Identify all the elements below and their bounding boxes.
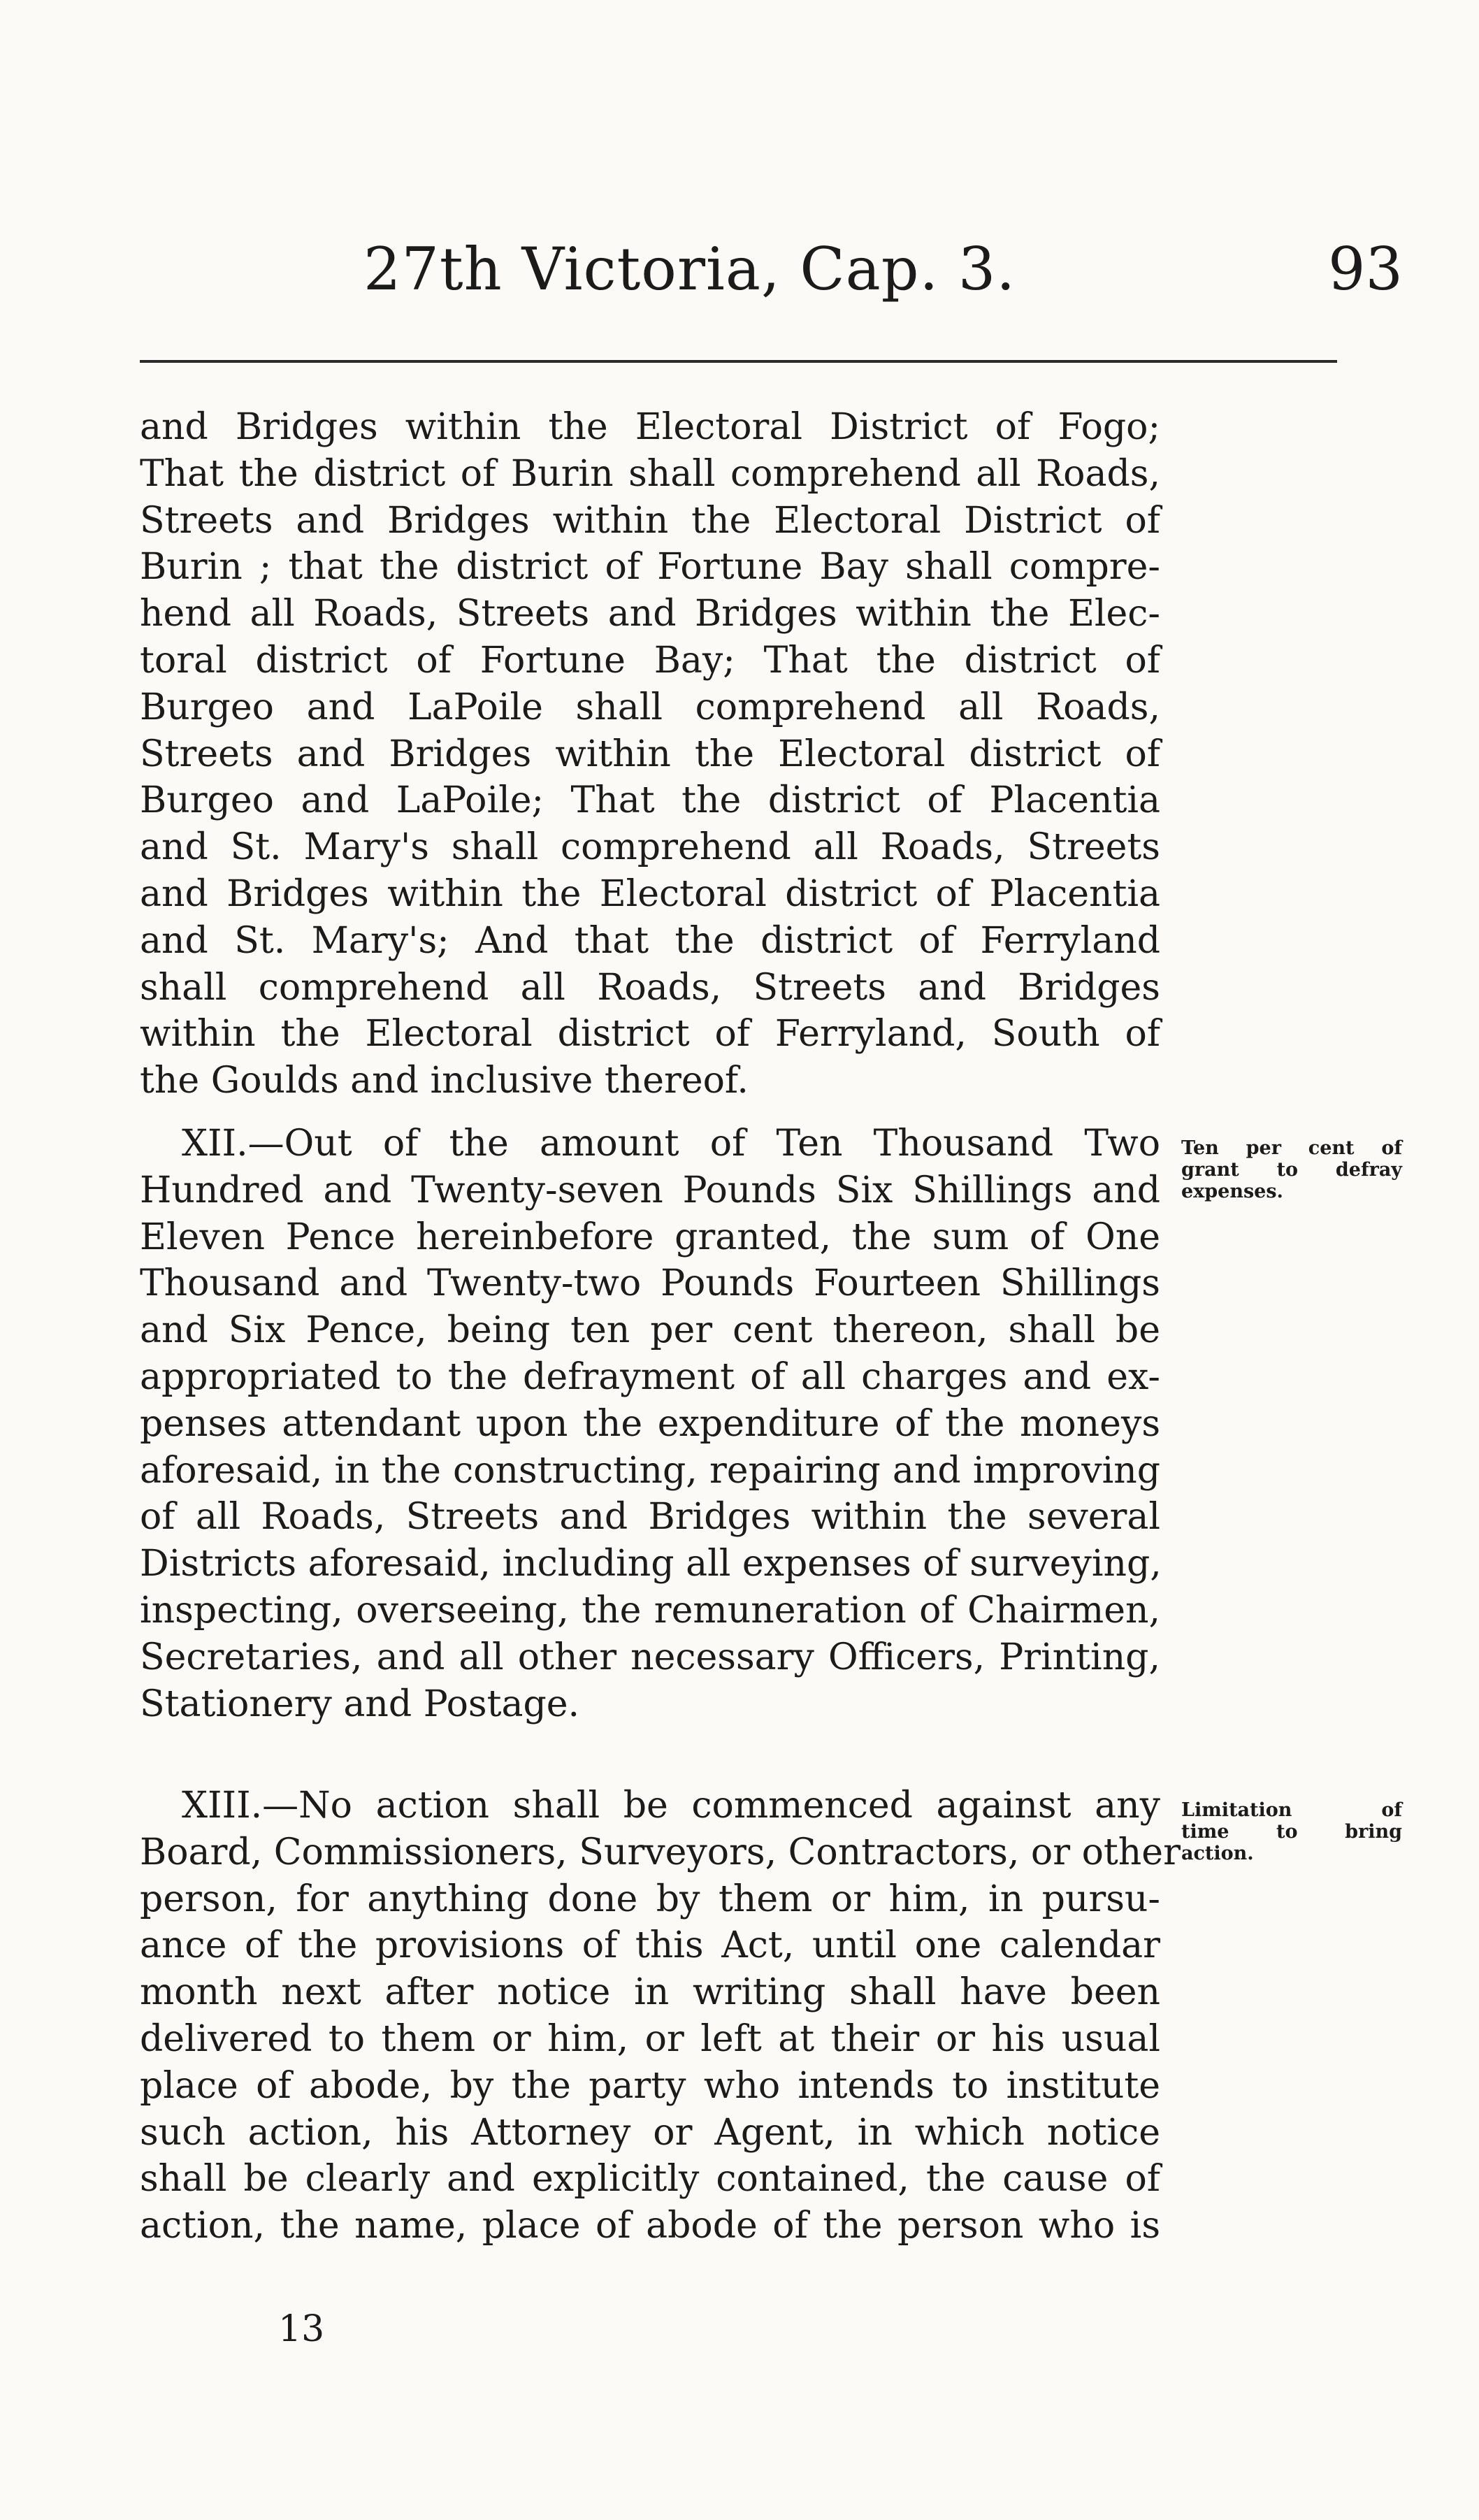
text-line: XIII.—No action shall be commenced against any bbox=[182, 1785, 1160, 1827]
text-line: ance of the provisions of this Act, until one calendar bbox=[140, 1924, 1160, 1967]
text-line: Board, Commissioners, Surveyors, Contractors, or other bbox=[140, 1831, 1181, 1873]
text-line: and Bridges within the Electoral district of Placentia bbox=[140, 872, 1160, 915]
paragraph-district-continuation bbox=[140, 404, 1160, 1104]
text-line: of all Roads, Streets and Bridges within the several bbox=[140, 1496, 1160, 1539]
text-line: Districts aforesaid, including all expenses of surveying, bbox=[140, 1543, 1162, 1585]
text-line: such action, his Attorney or Agent, in which notice bbox=[140, 2111, 1160, 2154]
text-line: and St. Mary's; And that the district of Ferryland bbox=[140, 919, 1160, 962]
text-line: inspecting, overseeing, the remuneration of Chairmen, bbox=[140, 1589, 1160, 1632]
text-line: and Six Pence, being ten per cent thereon, shall be bbox=[140, 1309, 1160, 1352]
text-line: delivered to them or him, or left at their or his usual bbox=[140, 2017, 1160, 2060]
text-line: aforesaid, in the constructing, repairing and improving bbox=[140, 1449, 1160, 1492]
text-line: the Goulds and inclusive thereof. bbox=[140, 1060, 749, 1102]
text-line: month next after notice in writing shall have been bbox=[140, 1971, 1160, 2014]
text-line: and Bridges within the Electoral District of Fogo; bbox=[140, 406, 1160, 448]
text-line: Burgeo and LaPoile; That the district of Placentia bbox=[140, 779, 1160, 822]
marginal-note-ten-per-cent bbox=[1181, 1137, 1402, 1202]
text-line: Eleven Pence hereinbefore granted, the sum of One bbox=[140, 1216, 1160, 1258]
text-line: Burin ; that the district of Fortune Bay shall compre- bbox=[140, 546, 1160, 589]
marginal-note-line: Ten per cent of bbox=[1181, 1137, 1402, 1159]
text-line: appropriated to the defrayment of all charges and ex- bbox=[140, 1355, 1160, 1398]
text-line: place of abode, by the party who intends to institute bbox=[140, 2064, 1160, 2107]
text-line: That the district of Burin shall comprehend all Roads, bbox=[140, 452, 1160, 495]
text-line: XII.—Out of the amount of Ten Thousand Two bbox=[182, 1123, 1160, 1165]
marginal-note-limitation bbox=[1181, 1799, 1402, 1864]
text-line: toral district of Fortune Bay; That the district of bbox=[140, 639, 1160, 682]
section-xiii bbox=[140, 1783, 1181, 2249]
text-line: Streets and Bridges within the Electoral District of bbox=[140, 499, 1160, 542]
marginal-note-line: time to bring bbox=[1181, 1821, 1402, 1843]
marginal-note-line: action. bbox=[1181, 1843, 1254, 1864]
page-number: 93 bbox=[1328, 235, 1403, 303]
section-xii bbox=[140, 1121, 1160, 1727]
text-line: and St. Mary's shall comprehend all Roads, Streets bbox=[140, 826, 1160, 869]
text-line: person, for anything done by them or him, in pursu- bbox=[140, 1878, 1160, 1920]
marginal-note-line: grant to defray bbox=[1181, 1159, 1402, 1181]
text-line: hend all Roads, Streets and Bridges within the Elec- bbox=[140, 593, 1160, 635]
text-line: Burgeo and LaPoile shall comprehend all Roads, bbox=[140, 686, 1160, 728]
text-line: action, the name, place of abode of the person who is bbox=[140, 2205, 1160, 2247]
marginal-note-line: Limitation of bbox=[1181, 1799, 1402, 1821]
text-line: Streets and Bridges within the Electoral district of bbox=[140, 733, 1160, 775]
running-title: 27th Victoria, Cap. 3. bbox=[363, 235, 1016, 303]
text-line: shall comprehend all Roads, Streets and Bridges bbox=[140, 966, 1160, 1009]
marginal-note-line: expenses. bbox=[1181, 1181, 1283, 1202]
text-line: Hundred and Twenty-seven Pounds Six Shillings and bbox=[140, 1169, 1160, 1211]
text-line: Stationery and Postage. bbox=[140, 1683, 580, 1725]
text-line: penses attendant upon the expenditure of the moneys bbox=[140, 1402, 1160, 1445]
signature-mark: 13 bbox=[278, 2308, 325, 2350]
header-rule bbox=[140, 360, 1337, 363]
text-line: Secretaries, and all other necessary Officers, Printing, bbox=[140, 1636, 1160, 1678]
text-line: Thousand and Twenty-two Pounds Fourteen Shillings bbox=[140, 1262, 1160, 1305]
text-line: within the Electoral district of Ferryland, South of bbox=[140, 1013, 1160, 1056]
text-line: shall be clearly and explicitly contained, the cause of bbox=[140, 2158, 1160, 2201]
